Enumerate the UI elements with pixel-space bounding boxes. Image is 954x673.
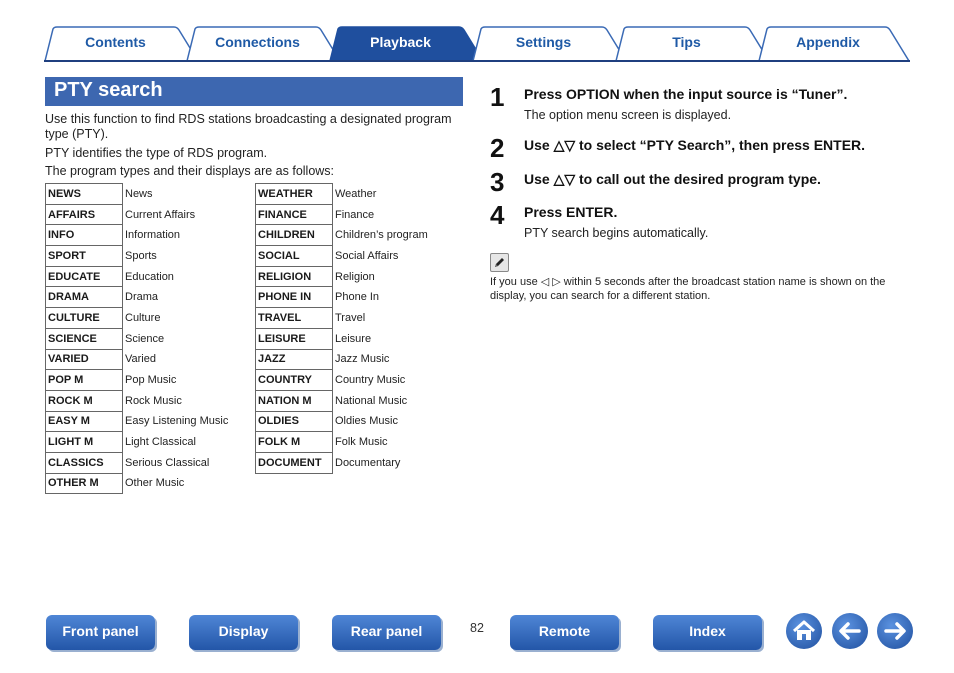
pty-row [256,370,465,391]
note-text: If you use ◁ ▷ within 5 seconds after the broadcast station name is shown on the display, you can search for a different station. [490,276,886,302]
pty-row [256,432,465,453]
tab-appendix[interactable] [758,26,910,62]
pty-row [256,308,465,329]
pty-code: DRAMA [46,287,123,308]
pty-row [46,411,255,432]
pty-code: SPORT [46,246,123,267]
tab-settings[interactable] [472,26,627,62]
step-number: 2 [490,133,505,163]
pty-code: OLDIES [256,411,333,432]
pty-row [46,432,255,453]
pty-display: Folk Music [335,436,388,449]
pty-display: Children’s program [335,229,428,242]
pty-code: VARIED [46,349,123,370]
pty-display: Education [125,270,174,283]
tab-bar [44,26,910,62]
step-subtext: The option menu screen is displayed. [524,108,732,122]
back-arrow-icon [832,613,868,649]
remote-button[interactable]: Remote [510,615,619,650]
front-panel-button[interactable]: Front panel [46,615,155,650]
pty-code: DOCUMENT [256,452,333,473]
display-button[interactable]: Display [189,615,298,650]
tab-playback[interactable] [329,26,484,62]
pty-code: SCIENCE [46,328,123,349]
pty-display: News [125,187,153,200]
step-text: Press OPTION when the input source is “Tuner”. [524,86,848,102]
pty-code: EDUCATE [46,266,123,287]
pty-code: FINANCE [256,204,333,225]
intro-paragraph: PTY identifies the type of RDS program. [45,146,268,160]
pty-row [256,204,465,225]
pty-row [256,452,465,473]
pty-display: Social Affairs [335,249,399,262]
pty-display: Pop Music [125,374,177,387]
pty-code: NATION M [256,390,333,411]
pty-display: Oldies Music [335,415,398,428]
pty-row [256,246,465,267]
pty-row [46,225,255,246]
pty-row [46,328,255,349]
pty-display: National Music [335,394,408,407]
pty-code: EASY M [46,411,123,432]
pty-display: Finance [335,208,375,221]
pty-display: Other Music [125,477,185,490]
home-icon [786,613,822,649]
pty-code: CHILDREN [256,225,333,246]
pty-code: CULTURE [46,308,123,329]
step-text: Use △▽ to call out the desired program type. [524,171,821,187]
tab-label: Appendix [796,34,860,50]
pty-display: Science [125,332,165,345]
pty-code: JAZZ [256,349,333,370]
pty-row [256,328,465,349]
tab-label: Playback [370,34,431,50]
home-button[interactable] [786,613,822,649]
tab-label: Contents [85,34,146,50]
pty-display: Travel [335,311,366,324]
pty-row [46,204,255,225]
pty-row [256,390,465,411]
tab-label: Settings [515,34,572,50]
pty-row [46,452,255,473]
pty-code: NEWS [46,184,123,205]
tab-tips[interactable] [615,26,770,62]
back-button[interactable] [832,613,868,649]
pty-row [46,473,255,494]
forward-button[interactable] [877,613,913,649]
page-number: 82 [470,621,484,635]
pty-row [256,184,465,205]
pty-table-left [45,183,255,494]
pty-display: Weather [335,187,377,200]
intro-paragraph: The program types and their displays are as follows: [45,164,335,178]
pty-display: Country Music [335,374,406,387]
pty-code: SOCIAL [256,246,333,267]
pty-row [256,225,465,246]
pty-row [46,266,255,287]
pty-table-right [255,183,465,474]
pty-display: Current Affairs [125,208,196,221]
pty-display: Leisure [335,332,372,345]
pty-display: Easy Listening Music [125,415,229,428]
rear-panel-button[interactable]: Rear panel [332,615,441,650]
tab-label: Tips [672,34,701,50]
pty-display: Sports [125,249,157,262]
tab-connections[interactable] [186,26,341,62]
pty-row [256,266,465,287]
pty-row [256,287,465,308]
pty-code: WEATHER [256,184,333,205]
pty-code: FOLK M [256,432,333,453]
pty-display: Religion [335,270,375,283]
step-subtext: PTY search begins automatically. [524,226,709,240]
step-text: Use △▽ to select “PTY Search”, then press ENTER. [524,137,866,153]
step-text: Press ENTER. [524,204,618,220]
pty-row [46,308,255,329]
pty-code: LIGHT M [46,432,123,453]
pty-display: Varied [125,353,156,366]
intro-paragraph: Use this function to find RDS stations broadcasting a designated program type (PTY). [45,112,452,141]
pty-row [256,349,465,370]
pty-display: Culture [125,311,161,324]
pty-display: Information [125,229,181,242]
step-number: 3 [490,167,505,197]
pty-row [46,287,255,308]
pty-code: INFO [46,225,123,246]
pty-code: CLASSICS [46,452,123,473]
pty-display: Documentary [335,456,401,469]
pty-code: TRAVEL [256,308,333,329]
step-number: 4 [490,200,505,230]
pty-display: Jazz Music [335,353,390,366]
pty-code: LEISURE [256,328,333,349]
pty-row [46,370,255,391]
pty-display: Serious Classical [125,456,210,469]
index-button[interactable]: Index [653,615,762,650]
pty-row [46,349,255,370]
pty-code: COUNTRY [256,370,333,391]
pty-code: OTHER M [46,473,123,494]
pty-row [46,390,255,411]
pty-display: Phone In [335,291,380,304]
pty-row [46,184,255,205]
forward-arrow-icon [877,613,913,649]
step-number: 1 [490,82,505,112]
pty-code: PHONE IN [256,287,333,308]
pty-code: POP M [46,370,123,391]
tab-underline [44,60,910,62]
pencil-icon [490,253,509,272]
pty-code: RELIGION [256,266,333,287]
pty-code: ROCK M [46,390,123,411]
tab-label: Connections [215,34,300,50]
pty-display: Light Classical [125,436,196,449]
pty-row [46,246,255,267]
tab-contents[interactable] [44,26,199,62]
pty-display: Rock Music [125,394,182,407]
pty-row [256,411,465,432]
pty-code: AFFAIRS [46,204,123,225]
pty-display: Drama [125,291,159,304]
section-title: PTY search [45,77,463,106]
